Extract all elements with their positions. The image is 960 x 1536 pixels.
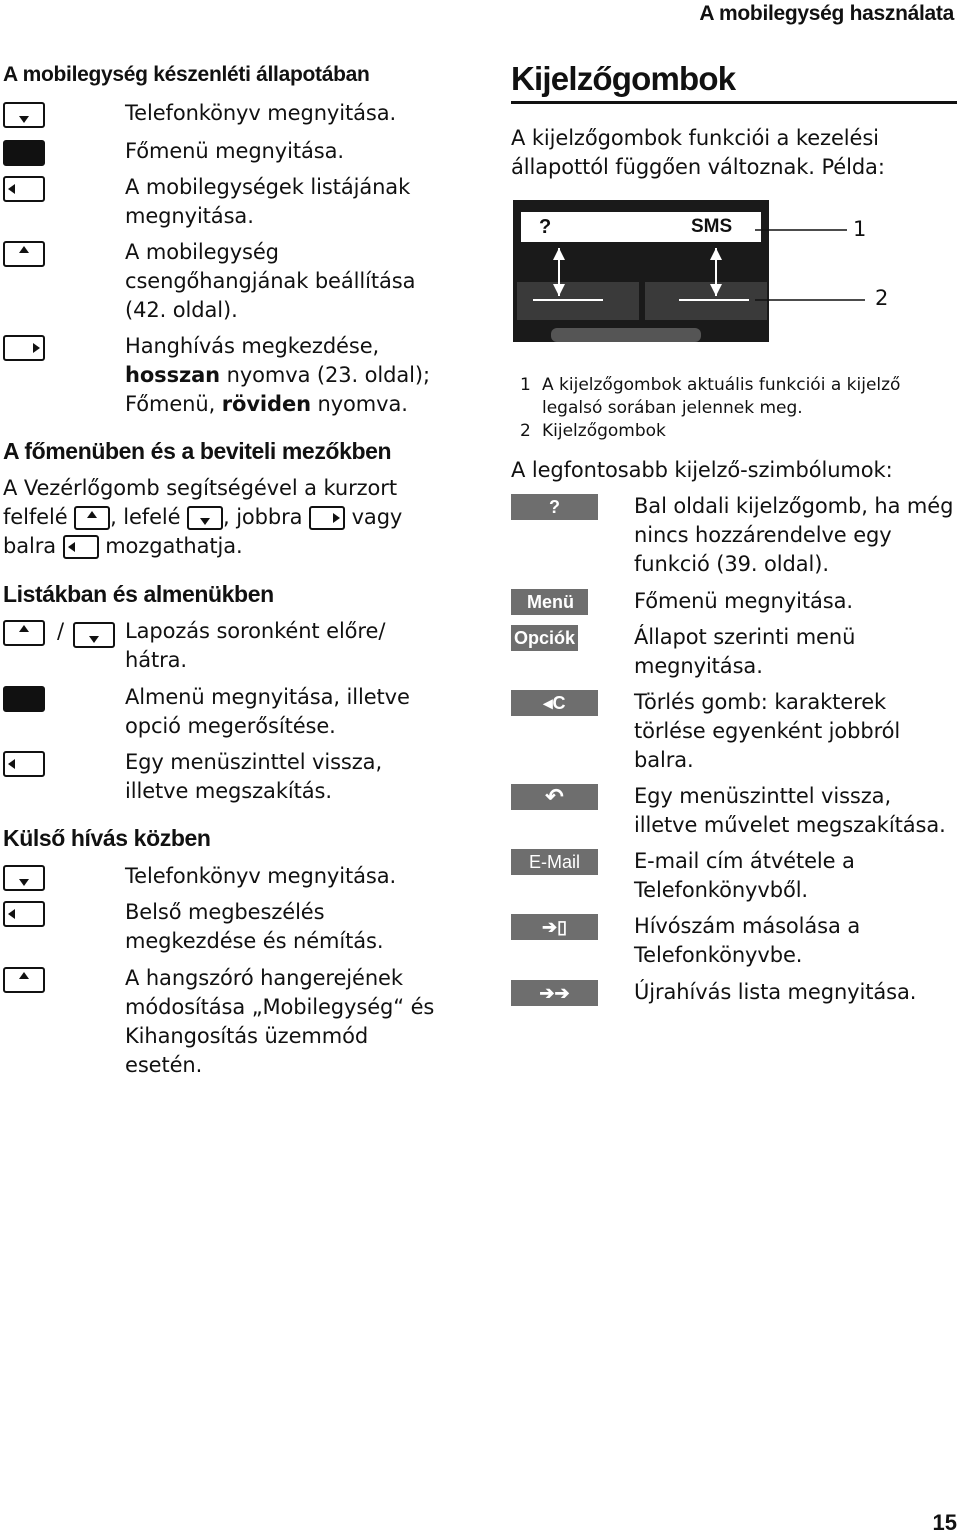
callout-2: 2 xyxy=(875,286,889,310)
call-bold-long: hosszan xyxy=(125,363,221,387)
nav-left-key-icon xyxy=(3,176,45,202)
text-left: balra xyxy=(3,534,57,558)
list-item xyxy=(3,137,463,167)
mainmenu-paragraph xyxy=(3,474,473,561)
figure-notes xyxy=(520,374,950,443)
list-item xyxy=(3,617,463,677)
callout-1: 1 xyxy=(853,217,867,241)
item-text: Almenü megnyitása, illetve opció megerősítése. xyxy=(125,685,410,738)
item-text: A hangszóró hangerejének módosítása „Mobilegység“ és Kihangosítás üzemmód esetén. xyxy=(125,966,435,1077)
nav-right-key-icon xyxy=(309,506,345,530)
item-text: Telefonkönyv megnyitása. xyxy=(125,101,397,125)
call-line-2: nyomva (23. oldal); xyxy=(220,363,430,387)
text-up: felfelé xyxy=(3,505,68,529)
section-title-lists: Listákban és almenükben xyxy=(3,581,274,607)
symbol-question-icon: ? xyxy=(511,494,598,520)
text-or: vagy xyxy=(351,505,403,529)
nav-up-key-icon xyxy=(74,506,110,530)
symbol-description: Törlés gomb: karakterek törlése egyenként jobbról balra. xyxy=(634,690,901,772)
nav-down-key-icon xyxy=(3,865,45,891)
item-text: Egy menüszinttel vissza, illetve megszakítás. xyxy=(125,750,383,803)
text-down: , lefelé xyxy=(110,505,181,529)
item-text: Lapozás soronként előre/ hátra. xyxy=(125,619,386,672)
softkeys-intro: A kijelzőgombok funkciói a kezelési állapottól függően változnak. Példa: xyxy=(511,126,885,179)
item-text: A mobilegység csengőhangjának beállítása (42. oldal). xyxy=(125,240,416,322)
symbol-options-label: Opciók xyxy=(511,625,578,651)
symbol-redial-icon: ➔➔ xyxy=(511,980,598,1006)
nav-left-key-icon xyxy=(3,751,45,777)
nav-left-key-icon xyxy=(3,901,45,927)
symbol-description: Újrahívás lista megnyitása. xyxy=(634,980,917,1004)
list-item xyxy=(3,683,463,743)
note-text: Kijelzőgombok xyxy=(542,421,666,441)
symbol-email-label: E-Mail xyxy=(511,849,598,875)
section-title-mainmenu: A főmenüben és a beviteli mezőkben xyxy=(3,438,392,464)
symbol-delete-icon: ◂C xyxy=(511,690,598,716)
slash: / xyxy=(57,619,64,643)
symbol-description: Állapot szerinti menü megnyitása. xyxy=(634,625,856,678)
page-number: 15 xyxy=(932,1510,957,1535)
symbol-description: Főmenü megnyitása. xyxy=(634,589,853,613)
symbol-description: Egy menüszinttel vissza, illetve művelet megszakítása. xyxy=(634,784,946,837)
list-item xyxy=(3,862,463,892)
symbol-menu-label: Menü xyxy=(511,589,588,615)
paragraph-line: A Vezérlőgomb segítségével a kurzort xyxy=(3,476,397,500)
nav-up-key-icon xyxy=(3,967,45,993)
list-item xyxy=(3,238,463,328)
list-item xyxy=(3,898,463,958)
symbol-description: Bal oldali kijelzőgomb, ha még nincs hozzárendelve egy funkció (39. oldal). xyxy=(634,494,954,576)
note-number: 1 xyxy=(520,375,531,395)
item-text: Telefonkönyv megnyitása. xyxy=(125,864,397,888)
call-bold-short: röviden xyxy=(221,392,311,416)
list-item xyxy=(3,964,463,1084)
page-header: A mobilegység használata xyxy=(699,2,954,25)
item-text xyxy=(125,332,455,419)
text-right: , jobbra xyxy=(223,505,303,529)
nav-down-key-icon xyxy=(187,506,223,530)
section-title-softkeys: Kijelzőgombok xyxy=(511,60,736,97)
item-text: Főmenü megnyitása. xyxy=(125,139,344,163)
list-item xyxy=(3,173,463,233)
display-figure xyxy=(511,200,891,342)
nav-up-key-icon xyxy=(3,620,45,646)
menu-key-icon xyxy=(3,686,45,712)
note-number: 2 xyxy=(520,421,531,441)
figure-left-softkey-label: ? xyxy=(539,216,552,238)
symbol-copy-to-phonebook-icon: ➔▯ xyxy=(511,914,598,940)
list-item xyxy=(3,99,463,129)
symbol-back-icon: ↶ xyxy=(511,784,598,810)
nav-up-key-icon xyxy=(3,241,45,267)
nav-down-key-icon xyxy=(73,622,115,648)
call-line-3b: nyomva. xyxy=(310,392,408,416)
figure-right-softkey-label: SMS xyxy=(691,216,733,237)
item-text: Belső megbeszélés megkezdése és némítás. xyxy=(125,900,384,953)
nav-down-key-icon xyxy=(3,102,45,128)
call-line-3a: Főmenü, xyxy=(125,392,222,416)
note-text: A kijelzőgombok aktuális funkciói a kijelző legalsó sorában jelennek meg. xyxy=(542,375,901,418)
nav-right-key-icon xyxy=(3,335,45,361)
menu-key-icon xyxy=(3,140,45,166)
nav-left-key-icon xyxy=(63,535,99,559)
symbol-description: Hívószám másolása a Telefonkönyvbe. xyxy=(634,914,861,967)
note-item xyxy=(520,374,950,420)
symbols-title: A legfontosabb kijelző-szimbólumok: xyxy=(511,458,893,482)
section-title-external-call: Külső hívás közben xyxy=(3,825,211,851)
list-item xyxy=(3,332,463,422)
section-title-standby: A mobilegység készenléti állapotában xyxy=(3,63,370,86)
note-item xyxy=(520,420,950,443)
text-move: mozgathatja. xyxy=(105,534,243,558)
title-rule xyxy=(511,101,957,104)
symbol-description: E-mail cím átvétele a Telefonkönyvből. xyxy=(634,849,855,902)
list-item xyxy=(3,748,463,808)
call-line-1: Hanghívás megkezdése, xyxy=(125,334,380,358)
item-text: A mobilegységek listájának megnyitása. xyxy=(125,175,411,228)
